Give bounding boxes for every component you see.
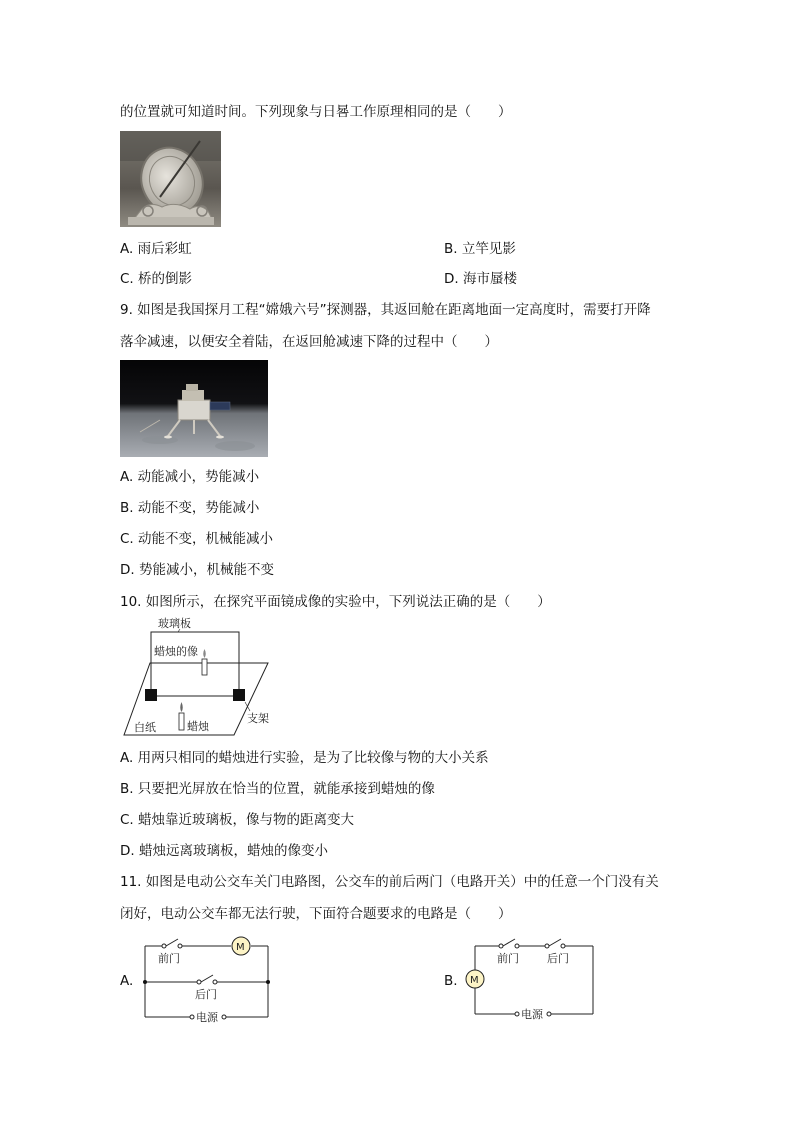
q10-option-c: C. 蜡烛靠近玻璃板，像与物的距离变大 — [120, 812, 355, 828]
back-door-label: 后门 — [547, 952, 569, 965]
q8-option-a: A. 雨后彩虹 — [120, 241, 192, 257]
lander-photo — [120, 360, 268, 457]
q9-option-b: B. 动能不变，势能减小 — [120, 500, 260, 516]
back-door-label: 后门 — [195, 988, 217, 1001]
q9-stem-line2: 落伞减速，以便安全着陆，在返回舱减速下降的过程中（ ） — [120, 334, 498, 350]
candle-label: 蜡烛 — [187, 720, 209, 733]
q10-option-b: B. 只要把光屏放在恰当的位置，就能承接到蜡烛的像 — [120, 781, 435, 797]
glass-label: 玻璃板 — [158, 617, 191, 630]
q10-stem: 10. 如图所示，在探究平面镜成像的实验中，下列说法正确的是（ ） — [120, 594, 551, 610]
image-label: 蜡烛的像 — [154, 645, 198, 658]
q8-stem: 的位置就可知道时间。下列现象与日晷工作原理相同的是（ ） — [120, 104, 512, 120]
q8-option-d: D. 海市蜃楼 — [444, 271, 517, 287]
q9-option-d: D. 势能减小，机械能不变 — [120, 562, 274, 578]
q9-option-a: A. 动能减小，势能减小 — [120, 469, 260, 485]
front-door-label: 前门 — [158, 952, 180, 965]
source-label: 电源 — [521, 1008, 543, 1021]
source-label: 电源 — [196, 1011, 218, 1024]
q10-option-d: D. 蜡烛远离玻璃板，蜡烛的像变小 — [120, 843, 328, 859]
q10-option-a: A. 用两只相同的蜡烛进行实验，是为了比较像与物的大小关系 — [120, 750, 489, 766]
circuit-a-diagram — [140, 932, 275, 1027]
motor-label: M — [470, 975, 479, 986]
front-door-label: 前门 — [497, 952, 519, 965]
q11-stem-line2: 闭好，电动公交车都无法行驶，下面符合题要求的电路是（ ） — [120, 906, 512, 922]
stand-left — [145, 689, 157, 701]
circuit-b-letter: B. — [444, 973, 458, 989]
q8-option-b: B. 立竿见影 — [444, 241, 516, 257]
candle-image-icon — [202, 659, 207, 675]
q9-stem-line1: 9. 如图是我国探月工程“嫦娥六号”探测器，其返回舱在距离地面一定高度时，需要打开降 — [120, 302, 651, 318]
circuit-b-diagram — [465, 932, 600, 1027]
stand-label: 支架 — [247, 712, 269, 725]
candle-icon — [179, 713, 184, 730]
q9-option-c: C. 动能不变，机械能减小 — [120, 531, 274, 547]
candle-image-flame — [203, 649, 206, 658]
mirror-experiment-figure — [120, 613, 280, 738]
q8-option-c: C. 桥的倒影 — [120, 271, 193, 287]
stand-right — [233, 689, 245, 701]
sundial-photo — [120, 131, 221, 227]
q11-stem-line1: 11. 如图是电动公交车关门电路图，公交车的前后两门（电路开关）中的任意一个门没有关 — [120, 874, 659, 890]
circuit-a-letter: A. — [120, 973, 134, 989]
motor-label: M — [236, 942, 245, 953]
paper-label: 白纸 — [134, 721, 156, 734]
